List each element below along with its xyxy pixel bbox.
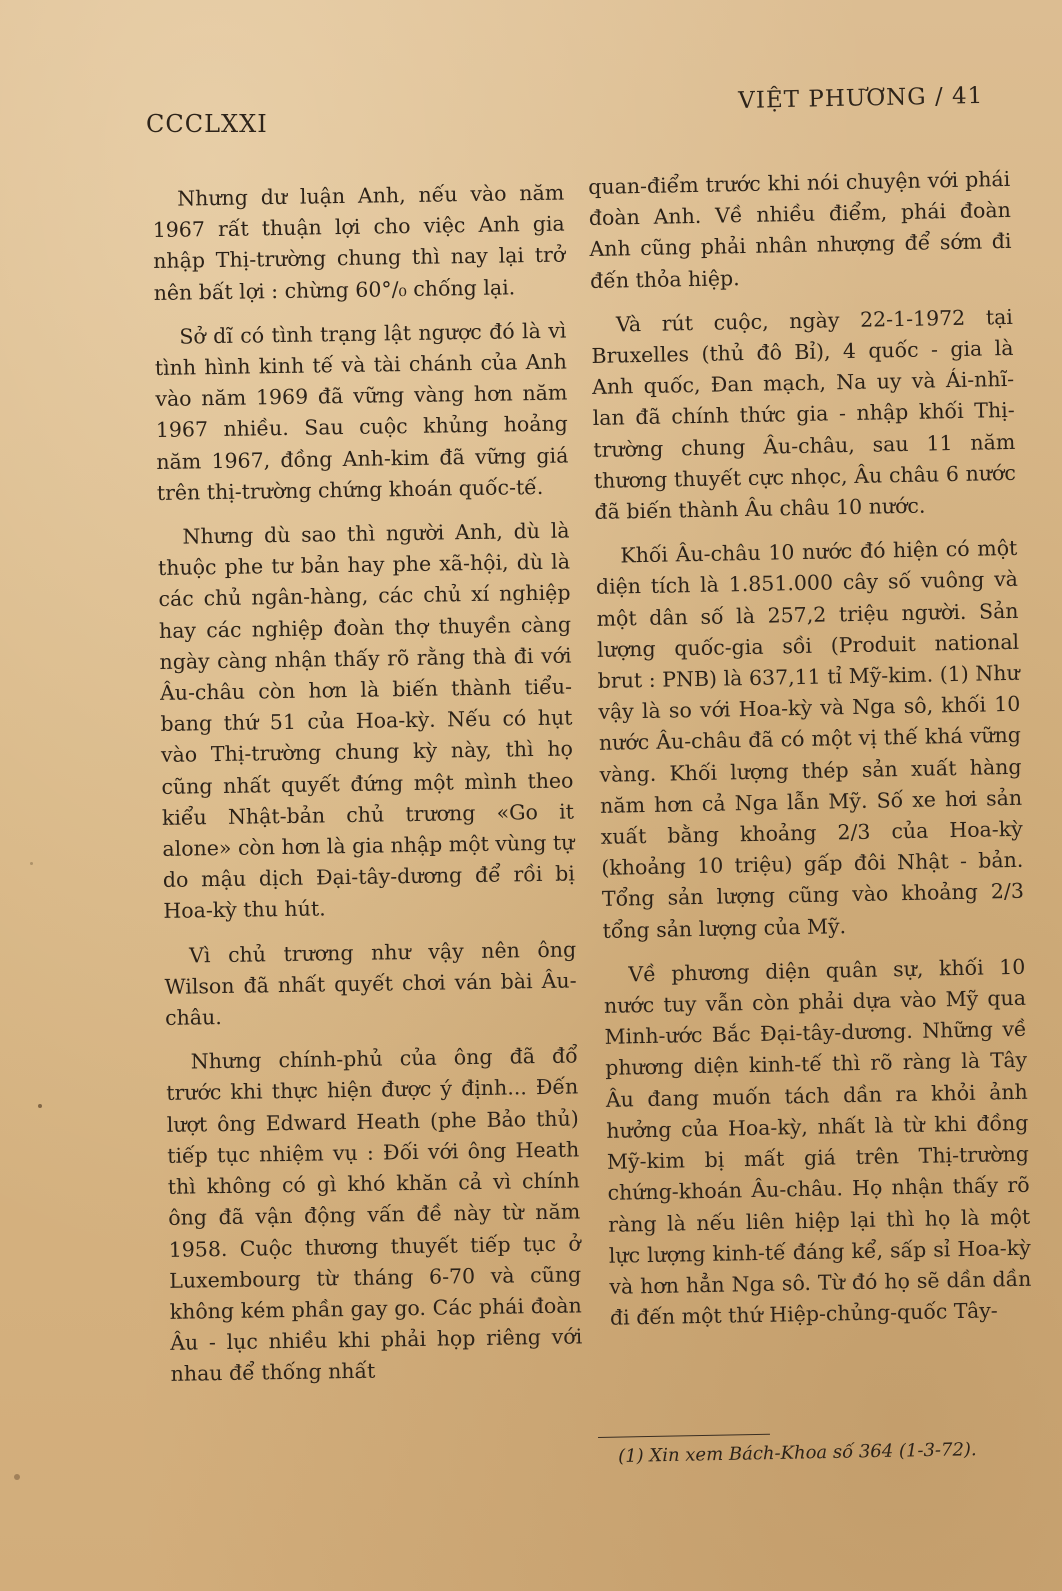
paper-speck	[14, 1474, 20, 1480]
paragraph: Sở dĩ có tình trạng lật ngược đó là vì tình hình kinh tế và tài chánh của Anh vào năm 1969 đã vững vàng hơn năm 1967 nhiều. Sau cuộc khủng hoảng năm 1967, đồng Anh-kim đã vững giá trên thị-trường chứng khoán quốc-tế.	[154, 318, 569, 505]
paper-speck	[38, 1104, 42, 1108]
paragraph: Và rút cuộc, ngày 22-1-1972 tại Bruxelles (thủ đô Bỉ), 4 quốc - gia là Anh quốc, Đan mạch, Na uy và Ái-nhĩ-lan đã chính thức gia - nhập khối Thị-trường chung Âu-châu, sau 11 năm thương thuyết cực nhọc, Âu châu 6 nước đã biến thành Âu châu 10 nước.	[591, 304, 1017, 524]
paragraph: Nhưng dù sao thì người Anh, dù là thuộc phe tư bản hay phe xã-hội, dù là các chủ ngân-hàng, các chủ xí nghiệp hay các nghiệp đoàn thợ thuyền càng ngày càng nhận thấy rõ rằng thà đi với Âu-châu còn hơn là biến thành tiểu-bang thứ 51 của Hoa-kỳ. Nếu có hụt vào Thị-trường chung kỳ này, thì họ cũng nhất quyết đứng một mình theo kiểu Nhật-bản chủ trương «Go it alone» còn hơn là gia nhập một vùng tự do mậu dịch Đại-tây-dương để rồi bị Hoa-kỳ thu hút.	[157, 518, 576, 924]
paragraph: quan-điểm trước khi nói chuyện với phái đoàn Anh. Về nhiều điểm, phái đoàn Anh cũng phải nhân nhượng để sớm đi đến thỏa hiệp.	[588, 166, 1012, 293]
paragraph: Về phương diện quân sự, khối 10 nước tuy vẫn còn phải dựa vào Mỹ qua Minh-ước Bắc Đại-tây-dương. Những về phương diện kinh-tế thì rõ ràng là Tây Âu đang muốn tách dần ra khỏi ảnh hưởng của Hoa-kỳ, nhất là từ khi đồng Mỹ-kim bị mất giá trên Thị-trường chứng-khoán Âu-châu. Họ nhận thấy rõ ràng là nếu liên hiệp lại thì họ là một lực lượng kinh-tế đáng kể, sấp sỉ Hoa-kỳ và hơn hẳn Nga sô. Từ đó họ sẽ dần dần đi đến một thứ Hiệp-chủng-quốc Tây-	[603, 954, 1032, 1330]
footnote: (1) Xin xem Bách-Khoa số 364 (1-3-72).	[618, 1439, 977, 1467]
paragraph: Vì chủ trương như vậy nên ông Wilson đã nhất quyết chơi ván bài Âu-châu.	[164, 937, 577, 1030]
paragraph: Nhưng chính-phủ của ông đã đổ trước khi thực hiện được ý định... Đến lượt ông Edward Heath (phe Bảo thủ) tiếp tục nhiệm vụ : Đối với ông Heath thì không có gì khó khăn cả vì chính ông đã vận động vấn đề này từ năm 1958. Cuộc thương thuyết tiếp tục ở Luxembourg từ tháng 6-70 và cũng không kém phần gay go. Các phái đoàn Âu - lục nhiều khi phải họp riêng với nhau để thống nhất	[166, 1043, 583, 1387]
left-text-column	[152, 178, 583, 1404]
paper-speck	[30, 862, 33, 865]
right-text-column	[588, 164, 1032, 1347]
running-header: VIỆT PHƯƠNG / 41	[738, 82, 984, 114]
page-section-number: CCCLXXI	[146, 110, 268, 138]
paragraph: Nhưng dư luận Anh, nếu vào năm 1967 rất thuận lợi cho việc Anh gia nhập Thị-trường chung thì nay lại trở nên bất lợi : chừng 60°/₀ chống lại.	[152, 180, 566, 305]
paragraph: Khối Âu-châu 10 nước đó hiện có một diện tích là 1.851.000 cây số vuông và một dân số là 257,2 triệu người. Sản lượng quốc-gia sồi (Produit national brut : PNB) là 637,11 tỉ Mỹ-kim. (1) Như vậy là so với Hoa-kỳ và Nga sô, khối 10 nước Âu-châu đã có một vị thế khá vững vàng. Khối lượng thép sản xuất hàng năm hơn cả Nga lẫn Mỹ. Số xe hơi sản xuất bằng khoảng 2/3 của Hoa-kỳ (khoảng 10 triệu) gấp đôi Nhật - bản. Tổng sản lượng cũng vào khoảng 2/3 tổng sản lượng của Mỹ.	[595, 536, 1025, 943]
footnote-divider	[598, 1434, 770, 1438]
